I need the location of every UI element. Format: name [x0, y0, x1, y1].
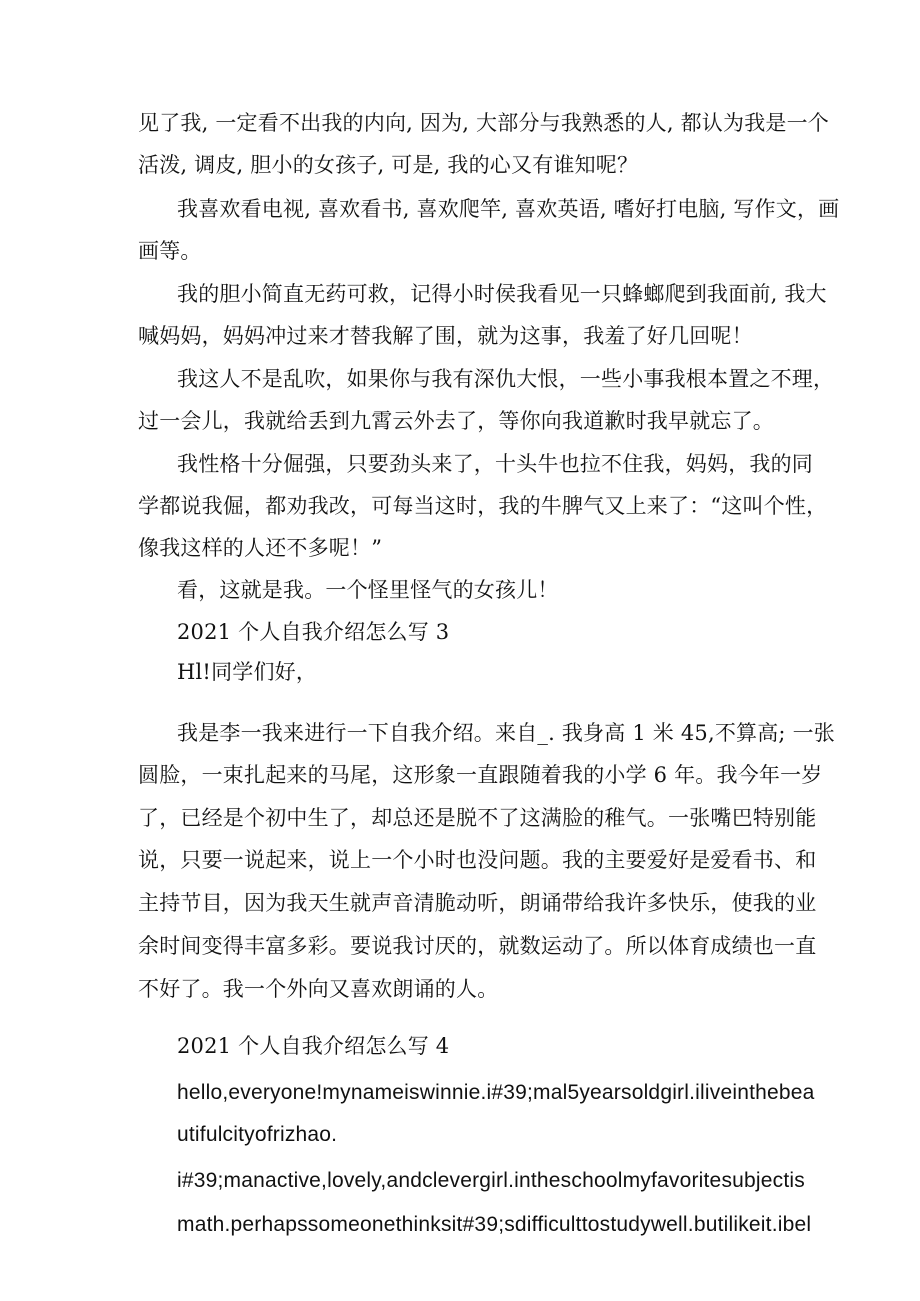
paragraph-2-line-2: 画等。: [138, 239, 202, 263]
paragraph-7-line-1: 我是李一我来进行一下自我介绍。来自_. 我身高 1 米 45,不算高; 一张: [177, 721, 835, 745]
english-line-1: hello,everyone!mynameiswinnie.i#39;mal5yearsoldgirl.iliveinthebea: [177, 1081, 815, 1104]
paragraph-5-line-2: 学都说我倔，都劝我改，可每当这时，我的牛脾气又上来了：“这叫个性，: [138, 494, 828, 518]
paragraph-7-line-7: 不好了。我一个外向又喜欢朗诵的人。: [138, 977, 499, 1001]
paragraph-3-line-1: 我的胆小简直无药可救，记得小时侯我看见一只蜂螂爬到我面前, 我大: [177, 282, 827, 306]
paragraph-7-line-3: 了，已经是个初中生了，却总还是脱不了这满脸的稚气。一张嘴巴特别能: [138, 806, 817, 830]
paragraph-5-line-3: 像我这样的人还不多呢！”: [138, 536, 383, 560]
english-line-2: utifulcityofrizhao.: [177, 1123, 338, 1146]
paragraph-4-line-2: 过一会儿，我就给丢到九霄云外去了，等你向我道歉时我早就忘了。: [138, 409, 774, 433]
paragraph-7-line-4: 说，只要一说起来，说上一个小时也没问题。我的主要爱好是爱看书、和: [138, 848, 817, 872]
section-heading-3: 2021 个人自我介绍怎么写 3: [177, 620, 450, 644]
english-line-4: math.perhapssomeonethinksit#39;sdifficulttostudywell.butilikeit.ibel: [177, 1213, 812, 1236]
paragraph-4-line-1: 我这人不是乱吹，如果你与我有深仇大恨，一些小事我根本置之不理，: [177, 367, 835, 391]
section-heading-4: 2021 个人自我介绍怎么写 4: [177, 1034, 450, 1058]
english-line-3: i#39;manactive,lovely,andclevergirl.intheschoolmyfavoritesubjectis: [177, 1169, 805, 1192]
paragraph-3-line-2: 喊妈妈，妈妈冲过来才替我解了围，就为这事，我羞了好几回呢！: [138, 324, 753, 348]
paragraph-6: 看，这就是我。一个怪里怪气的女孩儿！: [177, 578, 559, 602]
paragraph-7-line-2: 圆脸，一束扎起来的马尾，这形象一直跟随着我的小学 6 年。我今年一岁: [138, 763, 823, 787]
paragraph-7-line-6: 余时间变得丰富多彩。要说我讨厌的，就数运动了。所以体育成绩也一直: [138, 934, 817, 958]
paragraph-1-line-2: 活泼, 调皮, 胆小的女孩子, 可是, 我的心又有谁知呢？: [138, 153, 639, 177]
paragraph-5-line-1: 我性格十分倔强，只要劲头来了，十头牛也拉不住我，妈妈，我的同: [177, 452, 813, 476]
greeting-line: Hl!同学们好，: [177, 660, 318, 684]
paragraph-1-line-1: 见了我, 一定看不出我的内向, 因为, 大部分与我熟悉的人, 都认为我是一个: [138, 111, 829, 135]
paragraph-7-line-5: 主持节目，因为我天生就声音清脆动听，朗诵带给我许多快乐，使我的业: [138, 891, 817, 915]
paragraph-2-line-1: 我喜欢看电视, 喜欢看书, 喜欢爬竿, 喜欢英语, 嗜好打电脑, 写作文，画: [177, 197, 840, 221]
